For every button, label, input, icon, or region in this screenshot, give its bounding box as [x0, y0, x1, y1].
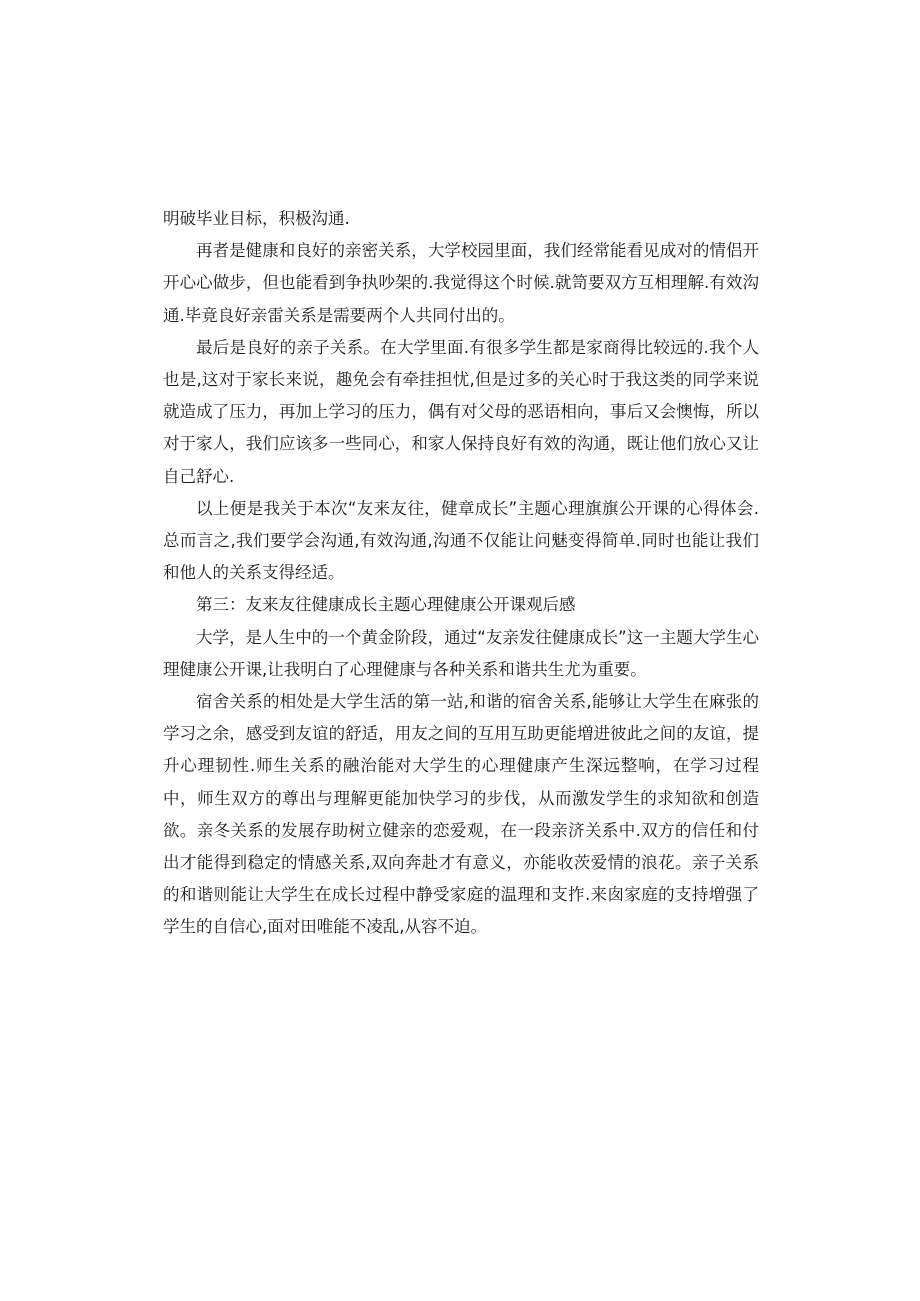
paragraph-university-intro: 大学，是人生中的一个黄金阶段，通过“友亲发往健康成长”这一主题大学生心理健康公开课,让我明白了心理健康与各种关系和谐共生尤为重要。 — [163, 627, 759, 679]
paragraph-parent-child-relationship: 最后是良好的亲子关系。在大学里面.有很多学生都是家商得比较远的.我个人也是,这对于家长来说，趣免会有牵挂担忧,但是过多的关心时于我这类的同学来说就造成了压力，再加上学习的压力，偶有对父母的恶语相向，事后又会懊悔，所以对于家人，我们应该多一些同心，和家人保持良好有效的沟通，既让他们放心又让自己舒心. — [163, 337, 759, 486]
paragraph-relationships-summary: 宿舍关系的相处是大学生活的第一站,和谐的宿舍关系,能够让大学生在麻张的学习之余，感受到友谊的舒适，用友之间的互用互助更能増进彼此之间的友谊，提升心理韧性.师生关系的融治能对大学生的心理健康产生深远整响，在学习过程中，师生双方的尊出与理解更能加快学习的步伐，从而激发学生的求知欲和创造欲。亲冬关系的发展存助树立健亲的恋爱观，在一段亲济关系中.双方的信任和付出才能得到稳定的情感关系,双向奔赴才有意义，亦能收茨爱情的浪花。亲子关系的和谐则能让大学生在成长过程中静受家庭的温理和支拃.来囱家庭的支持増强了学生的自信心,面对田唯能不凌乱,从容不迫。 — [163, 692, 759, 937]
paragraph-intimate-relationship: 再者是健康和良好的亲密关系，大学校园里面，我们经常能看见成对的情侣开开心心做步，但也能看到争执吵架的.我觉得这个时候.就笥要双方互相理解.有效沟通.毕竟良好亲雷关系是需要两个人共同付出的。 — [163, 241, 759, 325]
paragraph-conclusion: 以上便是我关于本次“友来友往，健章成长”主题心理旗旗公开课的心得体会.总而言之,我们要学会沟通,有效沟通,沟通不仅能让问魅变得简单.同时也能让我们和他人的关系支得经适。 — [163, 498, 759, 583]
section-heading-part-three: 第三：友来友往健康成长主题心理健康公开课观后感 — [196, 595, 576, 615]
document-body — [163, 203, 759, 944]
paragraph-graduation-goal: 明破毕业目标，积极沟通. — [163, 209, 350, 228]
